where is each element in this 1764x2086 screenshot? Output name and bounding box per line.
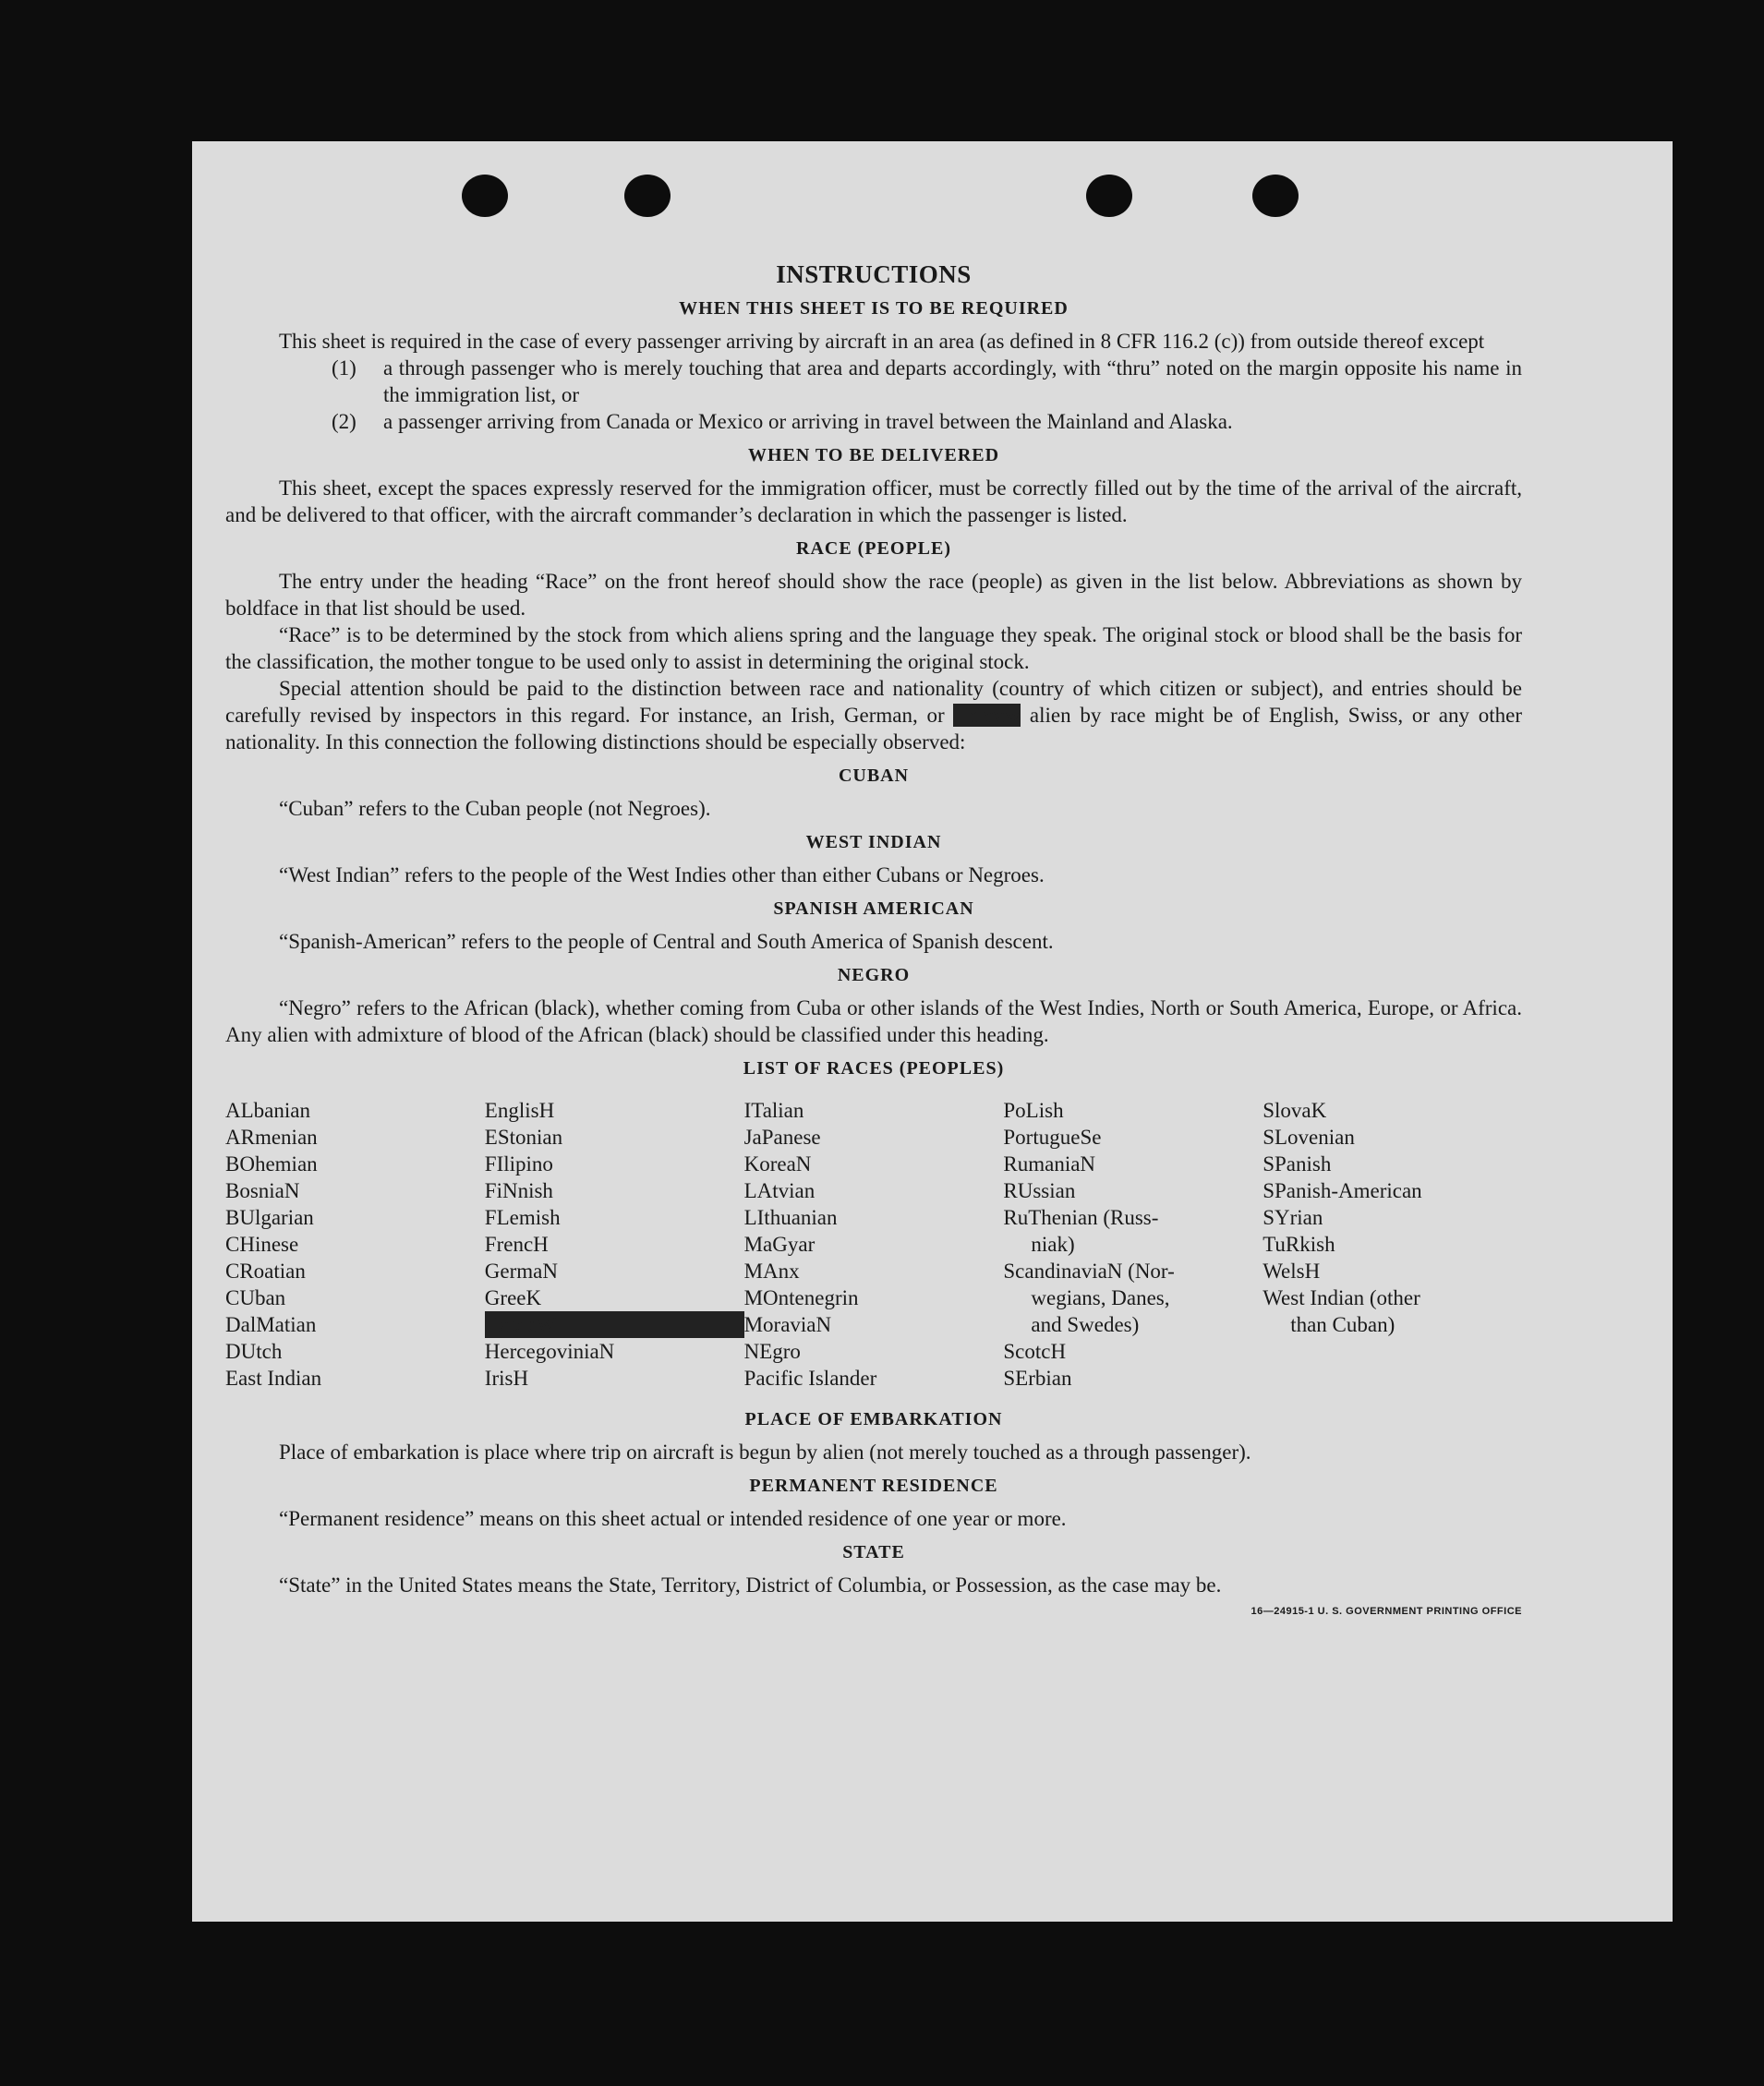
race-entry: MAnx [743, 1260, 800, 1283]
race-column [744, 1097, 1004, 1392]
spanish-american-text: “Spanish-American” refers to the people of Central and South America of Spanish descent. [279, 930, 1054, 953]
race-entry: FIlipino [484, 1152, 553, 1176]
west-indian-text: “West Indian” refers to the people of the West Indies other than either Cubans or Negroes. [279, 863, 1045, 886]
race-entry: MoraviaN [743, 1313, 832, 1336]
race-entry: ScandinaviaN (Nor- [1003, 1260, 1175, 1283]
race-entry: DalMatian [225, 1313, 317, 1336]
race-entry: SYrian [1263, 1206, 1323, 1229]
exception-item [332, 408, 1522, 435]
race-entry: PoLish [1003, 1099, 1064, 1122]
race-entry: wegians, Danes, [1031, 1286, 1170, 1309]
race-entry: ITalian [743, 1099, 804, 1122]
heading-negro: NEGRO [837, 965, 911, 985]
exception-number: (2) [332, 410, 356, 433]
heading-when-delivered: WHEN TO BE DELIVERED [747, 445, 1000, 465]
race-entry: CUban [225, 1286, 286, 1309]
print-code: 16—24915-1 U. S. GOVERNMENT PRINTING OFFICE [1251, 1606, 1522, 1617]
heading-residence: PERMANENT RESIDENCE [749, 1476, 998, 1496]
race-entry: SlovaK [1263, 1099, 1327, 1122]
race-entry: than Cuban) [1290, 1313, 1395, 1336]
race-entry: EnglisH [484, 1099, 555, 1122]
race-entry: FLemish [484, 1206, 561, 1229]
race-entry: SLovenian [1263, 1126, 1355, 1149]
race-entry: LAtvian [743, 1179, 816, 1202]
race-entry: MOntenegrin [743, 1286, 859, 1309]
race-paragraph-1: The entry under the heading “Race” on the front hereof should show the race (people) as given in the list below. Abbreviations as shown by boldface in that list should be used. [225, 570, 1522, 620]
punch-hole [624, 175, 671, 217]
race-entry: EStonian [484, 1126, 563, 1149]
race-entry: FiNnish [484, 1179, 553, 1202]
race-paragraph-3 [225, 675, 1522, 755]
negro-text: “Negro” refers to the African (black), whether coming from Cuba or other islands of the West Indies, North or South America, Europe, or Africa. Any alien with admixture of blood of the African (black) should be classified under this heading. [225, 996, 1522, 1046]
state-text: “State” in the United States means the State, Territory, District of Columbia, or Possession, as the case may be. [279, 1574, 1222, 1597]
race-entry: NEgro [743, 1340, 801, 1363]
document-title: INSTRUCTIONS [776, 260, 972, 288]
when-required-intro: This sheet is required in the case of every passenger arriving by aircraft in an area (as defined in 8 CFR 116.2 (c)) from outside thereof except [279, 330, 1485, 353]
race-entry: BOhemian [225, 1152, 318, 1176]
heading-state: STATE [842, 1542, 905, 1562]
race-paragraph-2: “Race” is to be determined by the stock from which aliens spring and the language they speak. The original stock or blood shall be the basis for the classification, the mother tongue to be used only to assist in determining the original stock. [225, 623, 1522, 673]
race-entry: RUssian [1003, 1179, 1076, 1202]
race-entry: HebreW [485, 1311, 744, 1338]
punch-hole [462, 175, 508, 217]
instructions-content [225, 261, 1522, 1625]
race-entry: SErbian [1003, 1367, 1072, 1390]
race-entry: Pacific Islander [743, 1367, 877, 1390]
heading-when-required: WHEN THIS SHEET IS TO BE REQUIRED [679, 298, 1069, 319]
race-entry: CRoatian [225, 1260, 306, 1283]
race-entry: SPanish [1263, 1152, 1332, 1176]
embarkation-text: Place of embarkation is place where trip on aircraft is begun by alien (not merely touched as a through passenger). [279, 1441, 1251, 1464]
heading-race: RACE (PEOPLE) [796, 538, 951, 559]
race-entry: HercegoviniaN [484, 1340, 615, 1363]
heading-cuban: CUBAN [838, 766, 910, 786]
race-entry: WelsH [1263, 1260, 1321, 1283]
race-entry: and Swedes) [1031, 1313, 1140, 1336]
exception-text: a passenger arriving from Canada or Mexico or arriving in travel between the Mainland and Alaska. [383, 410, 1233, 433]
race-entry: GreeK [484, 1286, 542, 1309]
race-paragraph-3-part-b: alien by race might be of English, Swiss, or any other nationality. In this connection the following distinctions should be especially observed: [225, 704, 1523, 754]
race-entry: GermaN [484, 1260, 558, 1283]
when-delivered-text: This sheet, except the spaces expressly reserved for the immigration officer, must be correctly filled out by the time of the arrival of the aircraft, and be delivered to that officer, with the aircraft commander’s declaration in which the passenger is listed. [225, 476, 1522, 526]
exception-text: a through passenger who is merely touching that area and departs accordingly, with “thru” noted on the margin opposite his name in the immigration list, or [383, 356, 1522, 406]
heading-west-indian: WEST INDIAN [805, 832, 942, 852]
race-entry: West Indian (other [1263, 1286, 1420, 1309]
race-entry: IrisH [484, 1367, 529, 1390]
heading-spanish-american: SPANISH AMERICAN [773, 898, 974, 919]
footer-row [225, 1598, 1522, 1625]
heading-embarkation: PLACE OF EMBARKATION [744, 1409, 1003, 1429]
race-entry: BosniaN [225, 1179, 300, 1202]
race-entry: CHinese [225, 1233, 299, 1256]
heading-list-of-races: LIST OF RACES (PEOPLES) [743, 1058, 1005, 1079]
race-entry: RuThenian (Russ- [1003, 1206, 1159, 1229]
race-entry: niak) [1031, 1233, 1075, 1256]
race-column [1003, 1097, 1263, 1392]
race-entry: LIthuanian [743, 1206, 838, 1229]
race-column [485, 1097, 744, 1392]
race-entry: East Indian [225, 1367, 322, 1390]
race-entry: DUtch [225, 1340, 283, 1363]
struck-out-word: Hebrew [953, 704, 1021, 727]
race-entry: ARmenian [225, 1126, 318, 1149]
race-paragraph-3-part-a: Special attention should be paid to the distinction between race and nationality (country of which citizen or subject), and entries should be carefully revised by inspectors in this regard. For instance, an Irish, German, or [225, 677, 1522, 727]
document-sheet [192, 141, 1673, 1922]
race-entry: SPanish-American [1263, 1179, 1422, 1202]
race-list [225, 1097, 1522, 1392]
punch-hole [1252, 175, 1299, 217]
race-column [225, 1097, 485, 1392]
cuban-text: “Cuban” refers to the Cuban people (not Negroes). [279, 797, 711, 820]
race-column [1263, 1097, 1522, 1392]
race-entry: ScotcH [1003, 1340, 1067, 1363]
exception-number: (1) [332, 356, 356, 380]
race-entry: MaGyar [743, 1233, 816, 1256]
race-entry: FrencH [484, 1233, 549, 1256]
race-entry: ALbanian [225, 1099, 310, 1122]
race-entry: TuRkish [1263, 1233, 1335, 1256]
exception-item [332, 355, 1522, 408]
race-entry: BUlgarian [225, 1206, 314, 1229]
residence-text: “Permanent residence” means on this sheet actual or intended residence of one year or more. [279, 1507, 1067, 1530]
race-entry: JaPanese [743, 1126, 821, 1149]
punch-hole [1086, 175, 1132, 217]
race-entry: PortugueSe [1003, 1126, 1102, 1149]
race-entry: KoreaN [743, 1152, 812, 1176]
race-entry: RumaniaN [1003, 1152, 1096, 1176]
